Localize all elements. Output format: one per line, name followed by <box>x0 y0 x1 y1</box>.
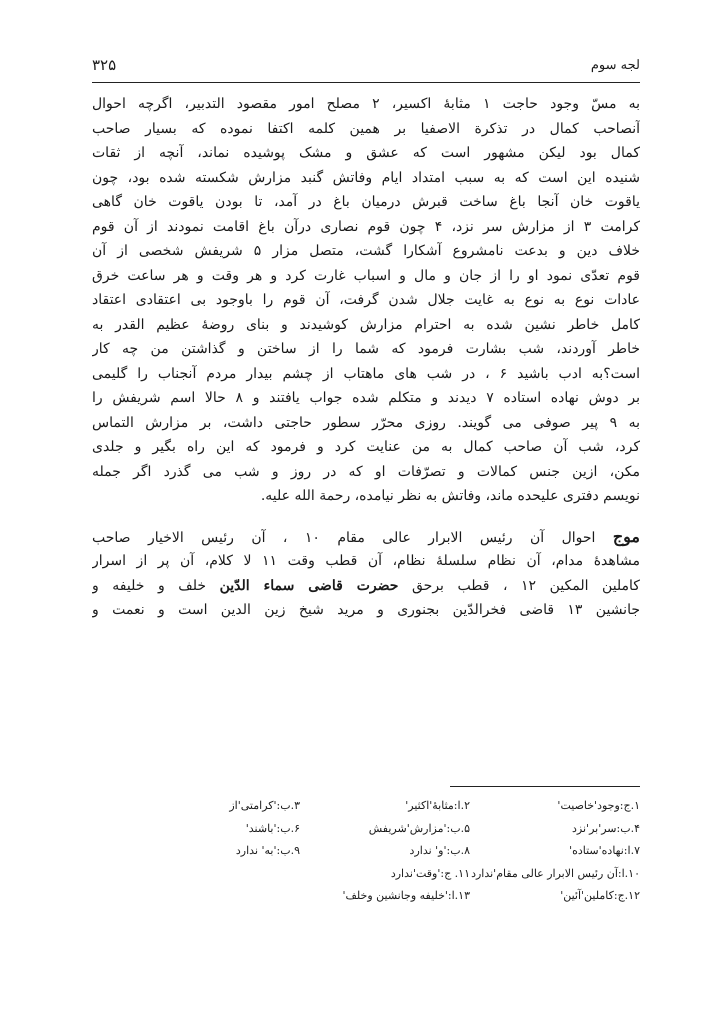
footnote: ۲.ا:مثابهٔ'اکثیر' <box>405 799 470 812</box>
footnote: ۱۲.ج:کاملین'آئین' <box>560 889 640 902</box>
chapter-title: لجه سوم <box>590 58 640 73</box>
page-header <box>92 56 640 80</box>
text-span: کاملین المکین ۱۲ ، قطب برحق <box>412 577 640 594</box>
footnote-row <box>160 795 640 818</box>
footnote: ۶.ب:'باشند' <box>245 821 300 835</box>
main-text <box>92 92 640 623</box>
footnote <box>160 885 300 908</box>
text-line: مکن، ازین جنس کمالات و تصرّفات او که در روز و شب می گذرد اگر جمله <box>92 463 640 480</box>
footnote: ۴.ب:سر'بر'نزد <box>572 821 640 835</box>
text-line: است؟به ادب باشید ۶ ، در شب های ماهتاب از چشم بیدار مردم آنجناب را گلیمی <box>92 365 640 382</box>
text-line: بر دوش نهاده استاده ۷ دیدند و متکلم شده جواب یافتند و ۸ حالا اسم شریفش را <box>92 390 640 406</box>
paragraph-heading-line <box>92 525 640 550</box>
footnote-rule <box>450 786 640 787</box>
footnote: ۱۱. ج:'وقت'ندارد <box>390 866 470 880</box>
page-number: ۳۲۵ <box>92 56 117 74</box>
footnote-row <box>160 863 640 886</box>
text-line: خاطر آوردند، شب بشارت فرمود که شما را از ساختن و گذاشتن من چه کار <box>92 341 640 357</box>
text-line: قوم تعدّی نمود او را از جان و مال و اسباب غارت کرد و هر وقت و هر ساعت خرق <box>92 267 640 284</box>
text-span: خلف و خلیفه و <box>92 577 207 594</box>
footnote <box>160 863 300 886</box>
text-line: به ۹ پیر صوفی می گویند. روزی محرّر سطور حاجتی داشت، بر مزارش التماس <box>92 414 640 431</box>
footnote: ۷.ا:نهاده'ستاده' <box>569 844 640 857</box>
text-line: نویسم دفتری علیحده ماند، وفاتش به نظر نیامده، رحمة الله علیه. <box>260 488 640 504</box>
text-line: کامل خاطر نشین شده به احترام مزارش کوشیدند و بنای روضهٔ عظیم القدر به <box>92 316 640 333</box>
footnote: ۹.ب:'به' ندارد <box>235 844 300 857</box>
footnote-row <box>160 818 640 841</box>
text-line: شنیده این است که به سبب امتداد ایام وفاتش گنبد مزارش شکسته شده بود، چون <box>92 169 640 186</box>
text-span: احوال آن رئیس الابرار عالی مقام ۱۰ ، آن رئیس الاخیار صاحب <box>92 529 596 546</box>
text-line: آنصاحب کمال در تذکرة الاصفیا بر همین کلمه اکتفا نموده که بسیار صاحب <box>92 120 640 137</box>
text-line: مشاهدهٔ مدام، آن نظام سلسلهٔ نظام، آن قطب وقت ۱۱ لا کلام، آن پر از اسرار <box>92 553 640 569</box>
footnote-row <box>160 840 640 863</box>
footnote: ۱۰.ا:آن رئیس الابرار عالی مقام'ندارد <box>471 866 640 880</box>
footnote: ۸.ب:'و' ندارد <box>409 844 470 857</box>
footnote: ۵.ب:'مزارش'شریفش <box>368 821 470 835</box>
text-line: عادات نوع به نوع به غایت جلال شدن گرفت، آن قوم را باوجود بی اعتقادی اعتقاد <box>92 292 640 308</box>
footnote: ۳.ب:'کرامتی'از <box>229 799 300 812</box>
text-line: کرامت ۳ از مزارش سر نزد، ۴ چون قوم نصاری درآن باغ اقامت نمودند از آن قوم <box>92 218 640 235</box>
footnotes <box>160 795 640 908</box>
footnote-row <box>160 885 640 908</box>
header-rule <box>92 82 640 83</box>
text-line <box>92 574 640 599</box>
text-line: جانشین ۱۳ قاضی فخرالدّین بجنوری و مرید شیخ زین الدین است و نعمت و <box>92 602 640 618</box>
text-line: یاقوت خان آنجا باغ ساخت قبرش درمیان باغ در آمد، تا بودن یاقوت خان گاهی <box>92 194 640 210</box>
footnote: ۱۳.ا:'خلیفه وجانشین وخلف' <box>342 889 470 902</box>
section-heading: موج <box>612 526 640 546</box>
text-line: خلاف دین و بدعت نامشروع آشکارا گشت، متصل مزار ۵ شریفش شخصی از آن <box>92 243 640 259</box>
bold-name: حضرت قاضی سماء الدّین <box>219 577 399 594</box>
text-line: به مسّ وجود حاجت ۱ مثابهٔ اکسیر، ۲ مصلح امور مقصود التدبیر، اگرچه احوال <box>92 96 640 112</box>
text-line: کرد، شب آن صاحب کمال به من عنایت کرد و فرمود که این راه بگیر و جلدی <box>92 439 640 455</box>
text-line: کمال بود لیکن مشهور است که عشق و مشک پوشیده نماند، آنچه از ثقات <box>92 145 640 161</box>
footnote: ۱.ج:وجود'خاصیت' <box>557 799 640 812</box>
